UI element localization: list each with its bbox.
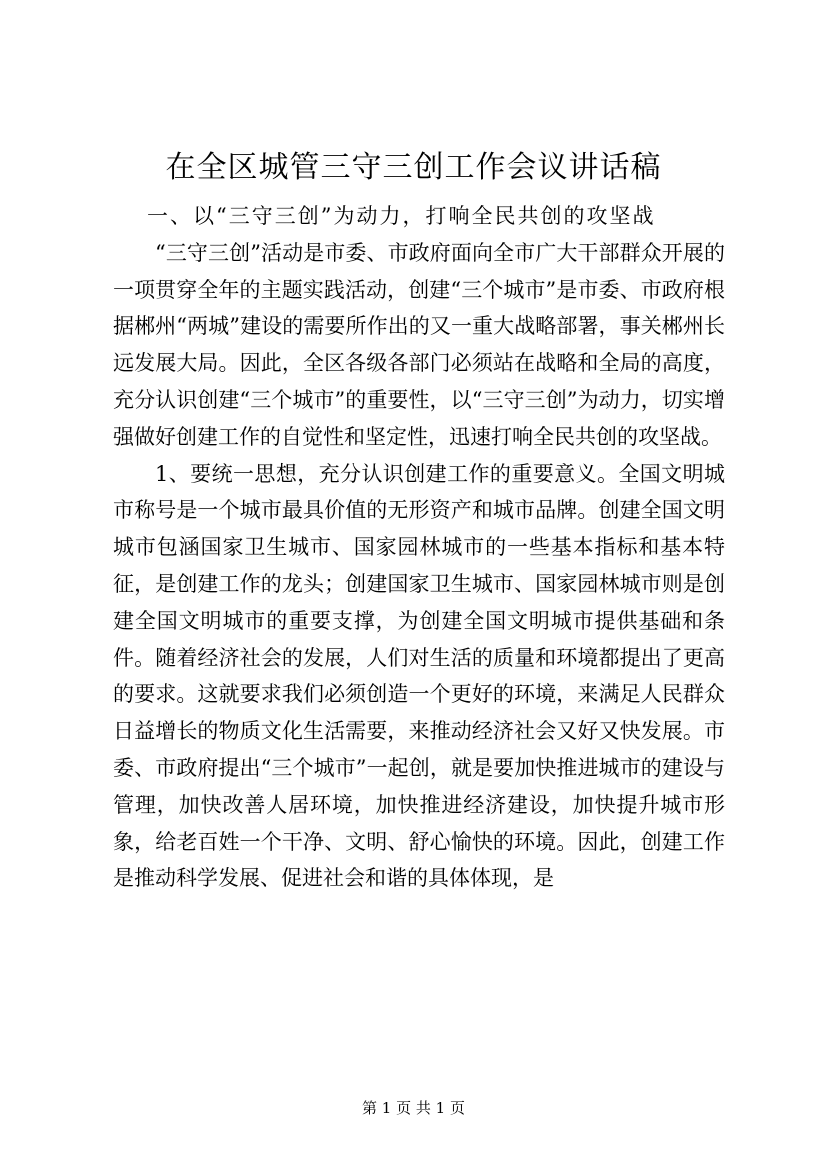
page-footer: 第 1 页 共 1 页 — [362, 1099, 465, 1117]
document-title: 在全区城管三守三创工作会议讲话稿 — [165, 150, 662, 185]
paragraph-intro: “三守三创”活动是市委、市政府面向全市广大干部群众开展的一项贯穿全年的主题实践活动，创建“三个城市”是市委、市政府根据郴州“两城”建设的需要所作出的又一重大战略部署，事关郴州长远发展大局。因此，全区各级各部门必须站在战略和全局的高度，充分认识创建“三个城市”的重要性，以“三守三创”为动力，切实增强做好创建工作的自觉性和坚定性，迅速打响全民共创的攻坚战。 — [113, 240, 725, 449]
paragraph-point-1: 1、要统一思想，充分认识创建工作的重要意义。全国文明城市称号是一个城市最具价值的无形资产和城市品牌。创建全国文明城市包涵国家卫生城市、国家园林城市的一些基本指标和基本特征，是创建工作的龙头；创建国家卫生城市、国家园林城市则是创建全国文明城市的重要支撑，为创建全国文明城市提供基础和条件。随着经济社会的发展，人们对生活的质量和环境都提出了更高的要求。这就要求我们必须创造一个更好的环境，来满足人民群众日益增长的物质文化生活需要，来推动经济社会又好又快发展。市委、市政府提出“三个城市”一起创，就是要加快推进城市的建设与管理，加快改善人居环境，加快推进经济建设，加快提升城市形象，给老百姓一个干净、文明、舒心愉快的环境。因此，创建工作是推动科学发展、促进社会和谐的具体体现，是 — [113, 461, 725, 891]
section-heading: 一、以“三守三创”为动力，打响全民共创的攻坚战 — [147, 204, 656, 228]
document-body — [113, 198, 725, 897]
